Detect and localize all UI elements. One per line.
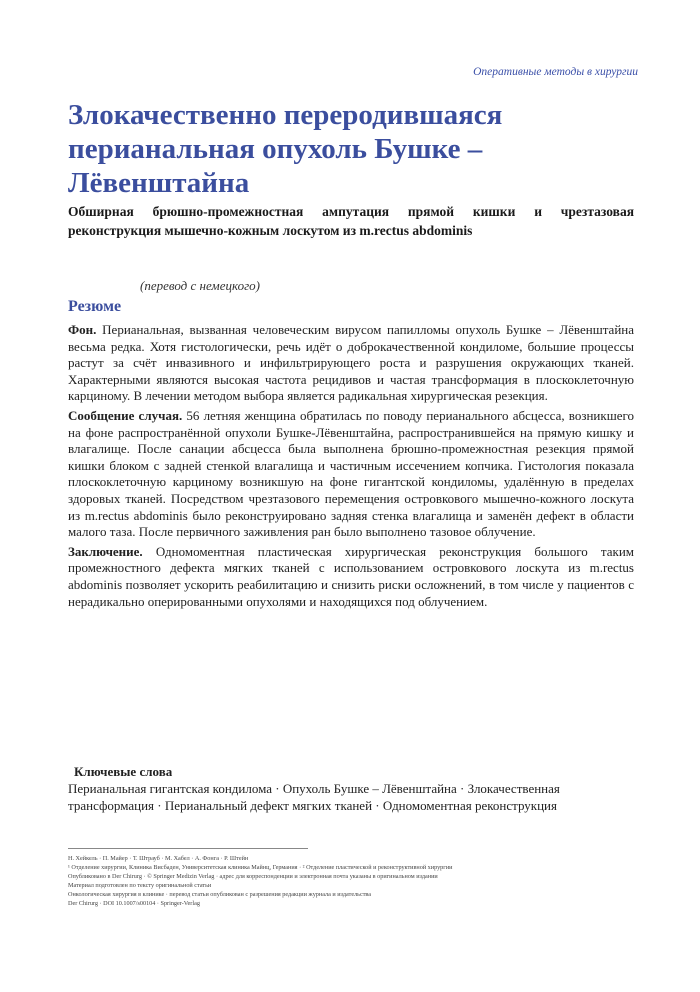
- footnote-line: Материал подготовлен по тексту оригинальной статьи: [68, 882, 212, 889]
- footnote-divider: [68, 848, 308, 849]
- abstract-case: [68, 408, 634, 541]
- article-subtitle: Обширная брюшно-промежностная ампутация прямой кишки и чрезтазовая реконструкция мышечно-кожным лоскутом из m.rectus abdominis: [68, 204, 634, 238]
- background-label: Фон.: [68, 322, 97, 337]
- article-title: Злокачественно переродившаяся перианальная опухоль Бушке – Лёвенштайна: [68, 99, 503, 199]
- footnote-line: Онкологическая хирургия в клинике · перевод статьи опубликован с разрешения редакции журнала и издательства: [68, 891, 372, 898]
- case-text: 56 летняя женщина обратилась по поводу перианального абсцесса, возникшего на фоне распространённой опухоли Бушке-Лёвенштайна, распространившейся на прямую кишку и влагалище. После санации абсцесса была выполнена брюшно-промежностная резекция прямой кишки блоком с задней стенкой влагалища и частичным иссечением копчика. Гистология показала плоскоклеточную карциному возникшую на фоне гигантской кондиломы, удалённую в пределах здоровых тканей. Посредством чрезтазового перемещения островкового мышечно-кожного лоскута из m.rectus abdominis было реконструировано задняя стенка влагалища и заменён дефект в области малого таза. После первичного заживления ран было выполнено тазовое облучение.: [68, 407, 634, 540]
- conclusion-text: Одномоментная пластическая хирургическая реконструкция большого таким промежностного дефекта мягких тканей с использованием островкового лоскута из m.rectus abdominis позволяет ускорить реабилитацию и снизить риски осложнений, в том числе у пациентов с нерадикально оперированными опухолями и находящихся под облучением.: [68, 543, 635, 609]
- footnote-line: ¹ Отделение хирургии, Клиника Висбаден, Университетская клиника Майнц, Германия · ² Отделение пластической и реконструктивной хирургии: [68, 864, 453, 871]
- abstract-background: [68, 322, 634, 405]
- case-label: Сообщение случая.: [68, 407, 183, 423]
- translation-note: (перевод с немецкого): [140, 278, 260, 293]
- footnote-line: Н. Хейкель · П. Майер · Т. Штрауб · М. Хабел · А. Фонга · Р. Штейн: [68, 855, 249, 862]
- conclusion-label: Заключение.: [68, 543, 143, 559]
- running-head: Оперативные методы в хирургии: [473, 66, 638, 78]
- footnotes: [68, 854, 628, 908]
- keywords-heading: Ключевые слова: [74, 764, 173, 779]
- background-text: Перианальная, вызванная человеческим вирусом папилломы опухоль Бушке – Лёвенштайна весьма редка. Хотя гистологически, речь идёт о доброкачественной кондиломе, большие процессы растут за счёт инвазивного и инфильтрирующего роста и разрушения окружающих тканей. Характерными являются высокая частота рецидивов и частая трансформация в плоскоклеточную карциному. В лечении методом выбора является радикальная хирургическая резекция.: [68, 322, 634, 404]
- resume-heading: Резюме: [68, 298, 122, 315]
- abstract: [68, 322, 634, 613]
- footnote-line: Der Chirurg · DOI 10.1007/s00104 · Springer-Verlag: [68, 900, 200, 907]
- footnote-line: Опубликовано в Der Chirurg · © Springer Medizin Verlag · адрес для корреспонденции и электронная почта указаны в оригинальном издании: [68, 873, 438, 880]
- abstract-conclusion: [68, 544, 634, 610]
- keywords-list: Перианальная гигантская кондилома · Опухоль Бушке – Лёвенштайна · Злокачественная трансформация · Перианальный дефект мягких тканей · Одномоментная реконструкция: [68, 781, 560, 813]
